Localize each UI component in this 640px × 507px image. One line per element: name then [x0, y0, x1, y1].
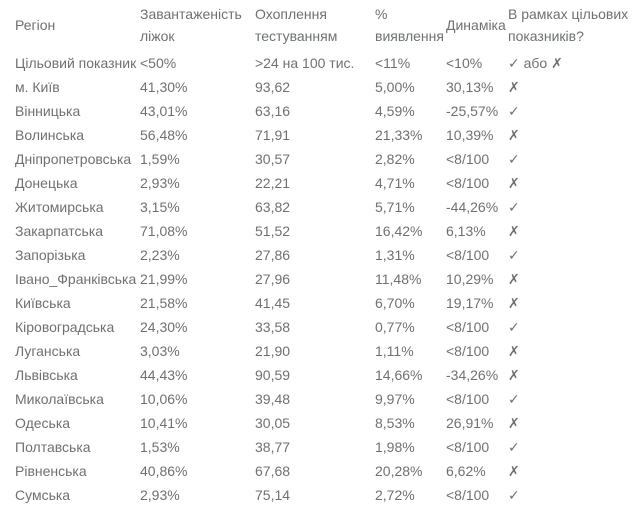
table-row	[0, 387, 640, 411]
table-body	[0, 51, 640, 507]
status-mark-cell: ✗	[508, 366, 520, 383]
bed-occupancy-cell: 56,48%	[140, 127, 188, 143]
bed-occupancy-cell: 10,06%	[140, 391, 188, 407]
detection-rate-cell: 21,33%	[375, 127, 423, 143]
testing-coverage-cell: 41,45	[255, 295, 291, 311]
detection-rate-cell: 8,53%	[375, 415, 415, 431]
status-mark-cell: ✗	[508, 174, 520, 191]
status-mark-cell: ✗	[508, 222, 520, 239]
dynamics-cell: <8/100	[446, 391, 490, 407]
dynamics-cell: <8/100	[446, 487, 490, 503]
dynamics-cell: <8/100	[446, 151, 490, 167]
detection-rate-cell: 9,97%	[375, 391, 415, 407]
table-row	[0, 219, 640, 243]
bed-occupancy-cell: 24,30%	[140, 319, 188, 335]
bed-occupancy-cell: 41,30%	[140, 79, 188, 95]
region-cell: Волинська	[15, 127, 85, 143]
status-mark-cell: ✗	[508, 270, 520, 287]
detection-rate-cell: 20,28%	[375, 463, 423, 479]
dynamics-cell: <8/100	[446, 175, 490, 191]
dynamics-cell: 30,13%	[446, 79, 494, 95]
testing-coverage-cell: 39,48	[255, 391, 291, 407]
dynamics-cell: 19,17%	[446, 295, 494, 311]
status-mark-cell: ✗	[508, 294, 520, 311]
region-cell: м. Київ	[15, 79, 60, 95]
target-status-cell: ✓ або ✗	[508, 54, 563, 71]
bed-occupancy-cell: 21,58%	[140, 295, 188, 311]
region-cell: Дніпропетровська	[15, 151, 132, 167]
status-mark-cell: ✓	[508, 198, 520, 215]
dynamics-cell: <8/100	[446, 439, 490, 455]
dynamics-cell: 6,62%	[446, 463, 486, 479]
bed-occupancy-cell: 40,86%	[140, 463, 188, 479]
table-row	[0, 459, 640, 483]
target-label-cell: Цільовий показник	[15, 55, 137, 71]
testing-coverage-cell: 30,05	[255, 415, 291, 431]
bed-occupancy-cell: 2,23%	[140, 247, 180, 263]
detection-rate-cell: 4,59%	[375, 103, 415, 119]
status-mark-cell: ✓	[508, 102, 520, 119]
testing-coverage-cell: 51,52	[255, 223, 291, 239]
target-dynamics-cell: <10%	[446, 55, 483, 71]
dynamics-cell: 6,13%	[446, 223, 486, 239]
dynamics-cell: <8/100	[446, 343, 490, 359]
region-cell: Закарпатська	[15, 223, 104, 239]
bed-occupancy-cell: 1,53%	[140, 439, 180, 455]
column-header-region: Регіон	[15, 16, 56, 33]
testing-coverage-cell: 63,16	[255, 103, 291, 119]
region-cell: Луганська	[15, 343, 81, 359]
detection-rate-cell: 4,71%	[375, 175, 415, 191]
detection-rate-cell: 14,66%	[375, 367, 423, 383]
table-row	[0, 339, 640, 363]
testing-coverage-cell: 21,90	[255, 343, 291, 359]
detection-rate-cell: 6,70%	[375, 295, 415, 311]
testing-coverage-cell: 33,58	[255, 319, 291, 335]
target-indicator-row	[0, 51, 640, 75]
table-row	[0, 171, 640, 195]
table-row	[0, 315, 640, 339]
dynamics-cell: 26,91%	[446, 415, 494, 431]
bed-occupancy-cell: 2,93%	[140, 175, 180, 191]
column-header-within-targets: В рамках цільових показників?	[508, 5, 629, 44]
bed-occupancy-cell: 21,99%	[140, 271, 188, 287]
status-mark-cell: ✗	[508, 78, 520, 95]
detection-rate-cell: 16,42%	[375, 223, 423, 239]
status-mark-cell: ✓	[508, 318, 520, 335]
status-mark-cell: ✗	[508, 342, 520, 359]
table-row	[0, 291, 640, 315]
bed-occupancy-cell: 3,15%	[140, 199, 180, 215]
table-row	[0, 483, 640, 507]
bed-occupancy-cell: 3,03%	[140, 343, 180, 359]
region-cell: Запорізька	[15, 247, 86, 263]
region-cell: Львівська	[15, 367, 78, 383]
testing-coverage-cell: 22,21	[255, 175, 291, 191]
bed-occupancy-cell: 2,93%	[140, 487, 180, 503]
column-header-testing-coverage: Охоплення тестуванням	[255, 5, 338, 44]
detection-rate-cell: 0,77%	[375, 319, 415, 335]
detection-rate-cell: 11,48%	[375, 271, 422, 287]
status-mark-cell: ✗	[508, 414, 520, 431]
region-cell: Полтавська	[15, 439, 91, 455]
dynamics-cell: -44,26%	[446, 199, 499, 215]
table-row	[0, 195, 640, 219]
detection-rate-cell: 5,71%	[375, 199, 415, 215]
testing-coverage-cell: 63,82	[255, 199, 291, 215]
dynamics-cell: 10,29%	[446, 271, 494, 287]
table-row	[0, 123, 640, 147]
bed-occupancy-cell: 71,08%	[140, 223, 188, 239]
detection-rate-cell: 2,82%	[375, 151, 415, 167]
table-row	[0, 147, 640, 171]
detection-rate-cell: 1,11%	[375, 343, 414, 359]
testing-coverage-cell: 90,59	[255, 367, 291, 383]
header-row	[0, 0, 640, 51]
target-bed-occupancy-cell: <50%	[140, 55, 177, 71]
status-mark-cell: ✗	[508, 126, 520, 143]
testing-coverage-cell: 30,57	[255, 151, 291, 167]
testing-coverage-cell: 27,96	[255, 271, 291, 287]
detection-rate-cell: 1,98%	[375, 439, 415, 455]
table-row	[0, 267, 640, 291]
testing-coverage-cell: 27,86	[255, 247, 291, 263]
dynamics-cell: -34,26%	[446, 367, 499, 383]
region-cell: Київська	[15, 295, 71, 311]
table-row	[0, 75, 640, 99]
status-mark-cell: ✗	[508, 462, 520, 479]
table-row	[0, 363, 640, 387]
status-mark-cell: ✓	[508, 486, 520, 503]
region-cell: Донецька	[15, 175, 78, 191]
target-detection-cell: <11%	[375, 55, 411, 71]
column-header-bed-occupancy: Завантаженість ліжок	[140, 5, 242, 44]
bed-occupancy-cell: 43,01%	[140, 103, 188, 119]
column-header-dynamics: Динаміка	[446, 16, 506, 33]
region-cell: Кіровоградська	[15, 319, 115, 335]
bed-occupancy-cell: 1,59%	[140, 151, 180, 167]
testing-coverage-cell: 71,91	[255, 127, 291, 143]
region-cell: Житомирська	[15, 199, 104, 215]
testing-coverage-cell: 93,62	[255, 79, 291, 95]
column-header-detection-rate: % виявлення	[375, 5, 444, 44]
target-testing-cell: >24 на 100 тис.	[255, 55, 355, 71]
bed-occupancy-cell: 10,41%	[140, 415, 188, 431]
bed-occupancy-cell: 44,43%	[140, 367, 188, 383]
testing-coverage-cell: 75,14	[255, 487, 291, 503]
dynamics-cell: 10,39%	[446, 127, 494, 143]
dynamics-cell: -25,57%	[446, 103, 499, 119]
status-mark-cell: ✓	[508, 390, 520, 407]
table-header	[0, 0, 640, 51]
status-mark-cell: ✓	[508, 150, 520, 167]
table-row	[0, 99, 640, 123]
region-cell: Рівненська	[15, 463, 87, 479]
testing-coverage-cell: 38,77	[255, 439, 291, 455]
detection-rate-cell: 2,72%	[375, 487, 415, 503]
region-cell: Сумська	[15, 487, 71, 503]
region-cell: Вінницька	[15, 103, 81, 119]
table-row	[0, 243, 640, 267]
status-mark-cell: ✓	[508, 246, 520, 263]
region-cell: Івано_Франківська	[15, 271, 137, 287]
region-cell: Одеська	[15, 415, 71, 431]
detection-rate-cell: 5,00%	[375, 79, 415, 95]
status-mark-cell: ✓	[508, 438, 520, 455]
table-row	[0, 435, 640, 459]
table-row	[0, 411, 640, 435]
testing-coverage-cell: 67,68	[255, 463, 291, 479]
region-cell: Миколаївська	[15, 391, 104, 407]
dynamics-cell: <8/100	[446, 247, 490, 263]
detection-rate-cell: 1,31%	[375, 247, 415, 263]
dynamics-cell: <8/100	[446, 319, 490, 335]
